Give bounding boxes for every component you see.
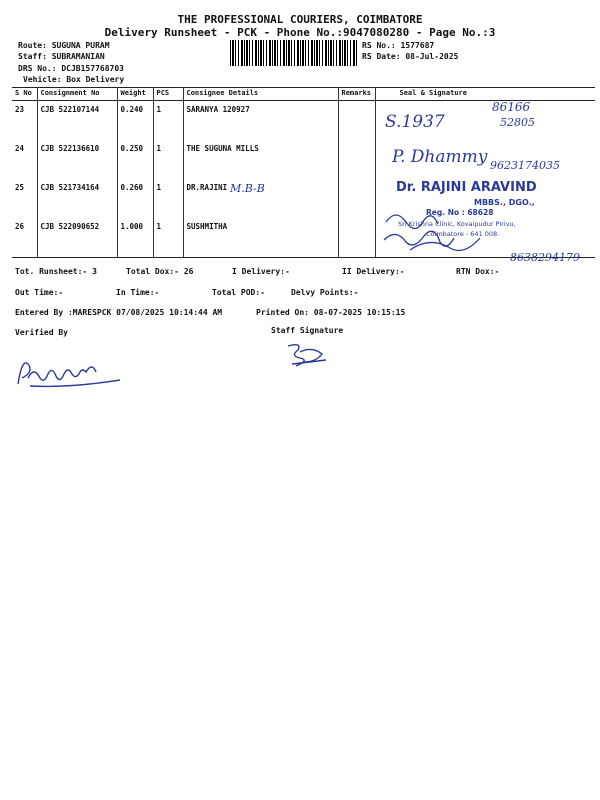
handwritten-seal-24-name: P. Dhammy bbox=[392, 147, 488, 167]
cell-consignment: CJB 522090652 bbox=[37, 218, 117, 258]
route-label: Route: SUGUNA PURAM bbox=[18, 41, 110, 50]
col-header-pcs: PCS bbox=[153, 88, 183, 101]
delvy-points: Delvy Points:- bbox=[291, 288, 359, 297]
cell-remarks bbox=[338, 101, 375, 141]
barcode bbox=[230, 40, 358, 66]
handwritten-seal-23-c: 52805 bbox=[500, 116, 535, 129]
stamp-clinic: Sri Krishna Clinic, Kovaipudur Pirivu, bbox=[398, 220, 516, 228]
cell-remarks bbox=[338, 218, 375, 258]
cell-pcs: 1 bbox=[153, 140, 183, 179]
col-header-seal: Seal & Signature bbox=[375, 88, 595, 101]
ii-delivery: II Delivery:- bbox=[342, 267, 405, 276]
cell-remarks bbox=[338, 140, 375, 179]
cell-remarks bbox=[338, 179, 375, 218]
out-time: Out Time:- bbox=[15, 288, 64, 297]
stamp-city: Coimbatore - 641 008. bbox=[426, 230, 500, 238]
handwritten-seal-23-b: 86166 bbox=[492, 100, 531, 114]
cell-weight: 1.000 bbox=[117, 218, 153, 258]
company-title: THE PROFESSIONAL COURIERS, COIMBATORE bbox=[177, 13, 423, 26]
runsheet-subtitle: Delivery Runsheet - PCK - Phone No.:9047080280 - Page No.:3 bbox=[104, 26, 496, 39]
verified-by-signature bbox=[10, 350, 130, 390]
col-header-weight: Weight bbox=[117, 88, 153, 101]
cell-sno: 23 bbox=[12, 101, 37, 141]
stamp-degree: MBBS., DGO., bbox=[474, 198, 535, 207]
cell-pcs: 1 bbox=[153, 101, 183, 141]
col-header-sno: S No bbox=[12, 88, 37, 101]
cell-weight: 0.260 bbox=[117, 179, 153, 218]
printed-on: Printed On: 08-07-2025 10:15:15 bbox=[256, 308, 406, 317]
staff-signature-label: Staff Signature bbox=[271, 326, 344, 335]
cell-consignee: DR.RAJINI bbox=[183, 179, 338, 218]
handwritten-seal-24-phone: 9623174035 bbox=[490, 159, 560, 172]
cell-consignee: SARANYA 120927 bbox=[183, 101, 338, 141]
seal-scribble-signature bbox=[380, 192, 590, 262]
rs-date: RS Date: 08-Jul-2025 bbox=[362, 52, 459, 61]
rtn-dox: RTN Dox:- bbox=[456, 267, 500, 276]
vehicle-label: Vehicle: Box Delivery bbox=[23, 75, 125, 84]
total-dox: Total Dox:- 26 bbox=[126, 267, 194, 276]
col-header-remarks: Remarks bbox=[338, 88, 375, 101]
cell-consignment: CJB 522136610 bbox=[37, 140, 117, 179]
col-header-consignee: Consignee Details bbox=[183, 88, 338, 101]
drs-number: DRS No.: DCJB157768703 bbox=[18, 64, 124, 73]
in-time: In Time:- bbox=[116, 288, 160, 297]
total-pod: Total POD:- bbox=[212, 288, 265, 297]
cell-consignment: CJB 521734164 bbox=[37, 179, 117, 218]
cell-consignee: SUSHMITHA bbox=[183, 218, 338, 258]
cell-consignment: CJB 522107144 bbox=[37, 101, 117, 141]
col-header-consignment: Consignment No bbox=[37, 88, 117, 101]
cell-pcs: 1 bbox=[153, 179, 183, 218]
handwritten-consignee-note: M.B-B bbox=[230, 182, 265, 195]
verified-by-label: Verified By bbox=[15, 328, 68, 337]
table-header-row bbox=[12, 88, 595, 101]
entered-by: Entered By :MARESPCK 07/08/2025 10:14:44 AM bbox=[15, 308, 223, 317]
cell-pcs: 1 bbox=[153, 218, 183, 258]
staff-label: Staff: SUBRAMANIAN bbox=[18, 52, 105, 61]
handwritten-seal-23-a: S.1937 bbox=[385, 112, 445, 132]
handwritten-seal-26-phone: 8638294179 bbox=[510, 251, 580, 264]
i-delivery: I Delivery:- bbox=[232, 267, 290, 276]
tot-runsheet: Tot. Runsheet:- 3 bbox=[15, 267, 97, 276]
stamp-name: Dr. RAJINI ARAVIND bbox=[396, 180, 537, 195]
cell-consignee: THE SUGUNA MILLS bbox=[183, 140, 338, 179]
cell-sno: 26 bbox=[12, 218, 37, 258]
cell-sno: 24 bbox=[12, 140, 37, 179]
staff-signature-mark bbox=[282, 340, 332, 368]
rs-number: RS No.: 1577687 bbox=[362, 41, 435, 50]
stamp-reg: Reg. No : 68628 bbox=[426, 208, 494, 217]
cell-weight: 0.250 bbox=[117, 140, 153, 179]
cell-weight: 0.240 bbox=[117, 101, 153, 141]
cell-sno: 25 bbox=[12, 179, 37, 218]
